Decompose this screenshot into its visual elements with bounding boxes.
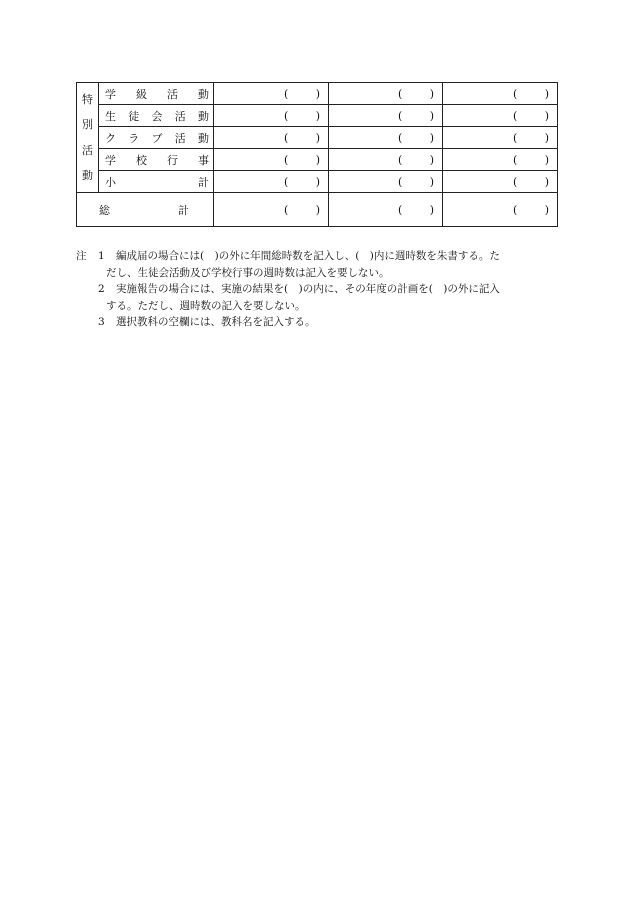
note-number: 1 — [98, 250, 105, 262]
value-cell — [329, 149, 443, 171]
total-label-right: 計 — [178, 203, 189, 217]
row-label-left: 小 — [105, 175, 116, 189]
row-label-right: 計 — [198, 175, 209, 189]
paren-pair: ( ) — [398, 175, 434, 188]
category-char: 活 — [82, 143, 93, 157]
paren-pair: ( ) — [513, 175, 549, 188]
activity-hours-table — [76, 82, 558, 227]
table-row — [77, 127, 558, 149]
category-char: 特 — [82, 93, 93, 107]
value-cell — [329, 127, 443, 149]
paren-pair: ( ) — [398, 153, 434, 166]
note-item — [76, 248, 562, 265]
total-label-left: 総 — [99, 203, 110, 217]
table-row-subtotal — [77, 171, 558, 193]
table-row-total — [77, 193, 558, 227]
value-cell — [443, 149, 558, 171]
paren-pair: ( ) — [284, 109, 320, 122]
value-cell — [443, 83, 558, 105]
value-cell — [214, 105, 329, 127]
paren-pair: ( ) — [398, 87, 434, 100]
paren-pair: ( ) — [284, 131, 320, 144]
table-row — [77, 83, 558, 105]
value-cell — [214, 149, 329, 171]
table-row — [77, 105, 558, 127]
note-number: 2 — [98, 283, 105, 295]
row-label: 生徒会活動 — [105, 109, 209, 123]
note-text: 選択教科の空欄には、教科名を記入する。 — [116, 316, 316, 328]
note-text: 編成届の場合には( )の外に年間総時数を記入し、( )内に週時数を朱書する。た — [116, 250, 500, 262]
paren-pair: ( ) — [284, 153, 320, 166]
paren-pair: ( ) — [513, 203, 549, 216]
value-cell — [443, 171, 558, 193]
note-continuation: する。ただし、週時数の記入を要しない。 — [106, 299, 306, 312]
paren-pair: ( ) — [284, 203, 320, 216]
note-text: 実施報告の場合には、実施の結果を( )の内に、その年度の計画を( )の外に記入 — [116, 283, 500, 295]
paren-pair: ( ) — [513, 131, 549, 144]
paren-pair: ( ) — [513, 153, 549, 166]
value-cell — [443, 127, 558, 149]
row-label: 学校行事 — [105, 153, 209, 167]
paren-pair: ( ) — [513, 109, 549, 122]
value-cell — [329, 171, 443, 193]
paren-pair: ( ) — [398, 109, 434, 122]
row-label-cell — [99, 127, 214, 149]
value-cell — [329, 83, 443, 105]
note-continuation: だし、生徒会活動及び学校行事の週時数は記入を要しない。 — [106, 266, 390, 279]
paren-pair: ( ) — [284, 175, 320, 188]
total-label-cell — [77, 193, 214, 227]
note-item — [76, 314, 562, 331]
value-cell — [214, 171, 329, 193]
paren-pair: ( ) — [398, 131, 434, 144]
row-label: 学級活動 — [105, 87, 209, 101]
value-cell — [443, 105, 558, 127]
value-cell — [214, 83, 329, 105]
row-label-cell — [99, 83, 214, 105]
notes-heading: 注 — [76, 250, 87, 262]
value-cell — [214, 127, 329, 149]
row-label-cell — [99, 171, 214, 193]
value-cell — [443, 193, 558, 227]
row-label-cell — [99, 149, 214, 171]
value-cell — [329, 193, 443, 227]
paren-pair: ( ) — [513, 87, 549, 100]
category-char: 別 — [82, 118, 93, 132]
category-cell-special-activities — [77, 83, 99, 193]
table-row — [77, 149, 558, 171]
value-cell — [214, 193, 329, 227]
note-number: 3 — [98, 316, 105, 328]
paren-pair: ( ) — [398, 203, 434, 216]
paren-pair: ( ) — [284, 87, 320, 100]
row-label: クラブ活動 — [105, 131, 209, 145]
row-label-cell — [99, 105, 214, 127]
note-item — [76, 281, 562, 298]
notes-section — [76, 248, 562, 331]
value-cell — [329, 105, 443, 127]
category-char: 動 — [82, 168, 93, 182]
